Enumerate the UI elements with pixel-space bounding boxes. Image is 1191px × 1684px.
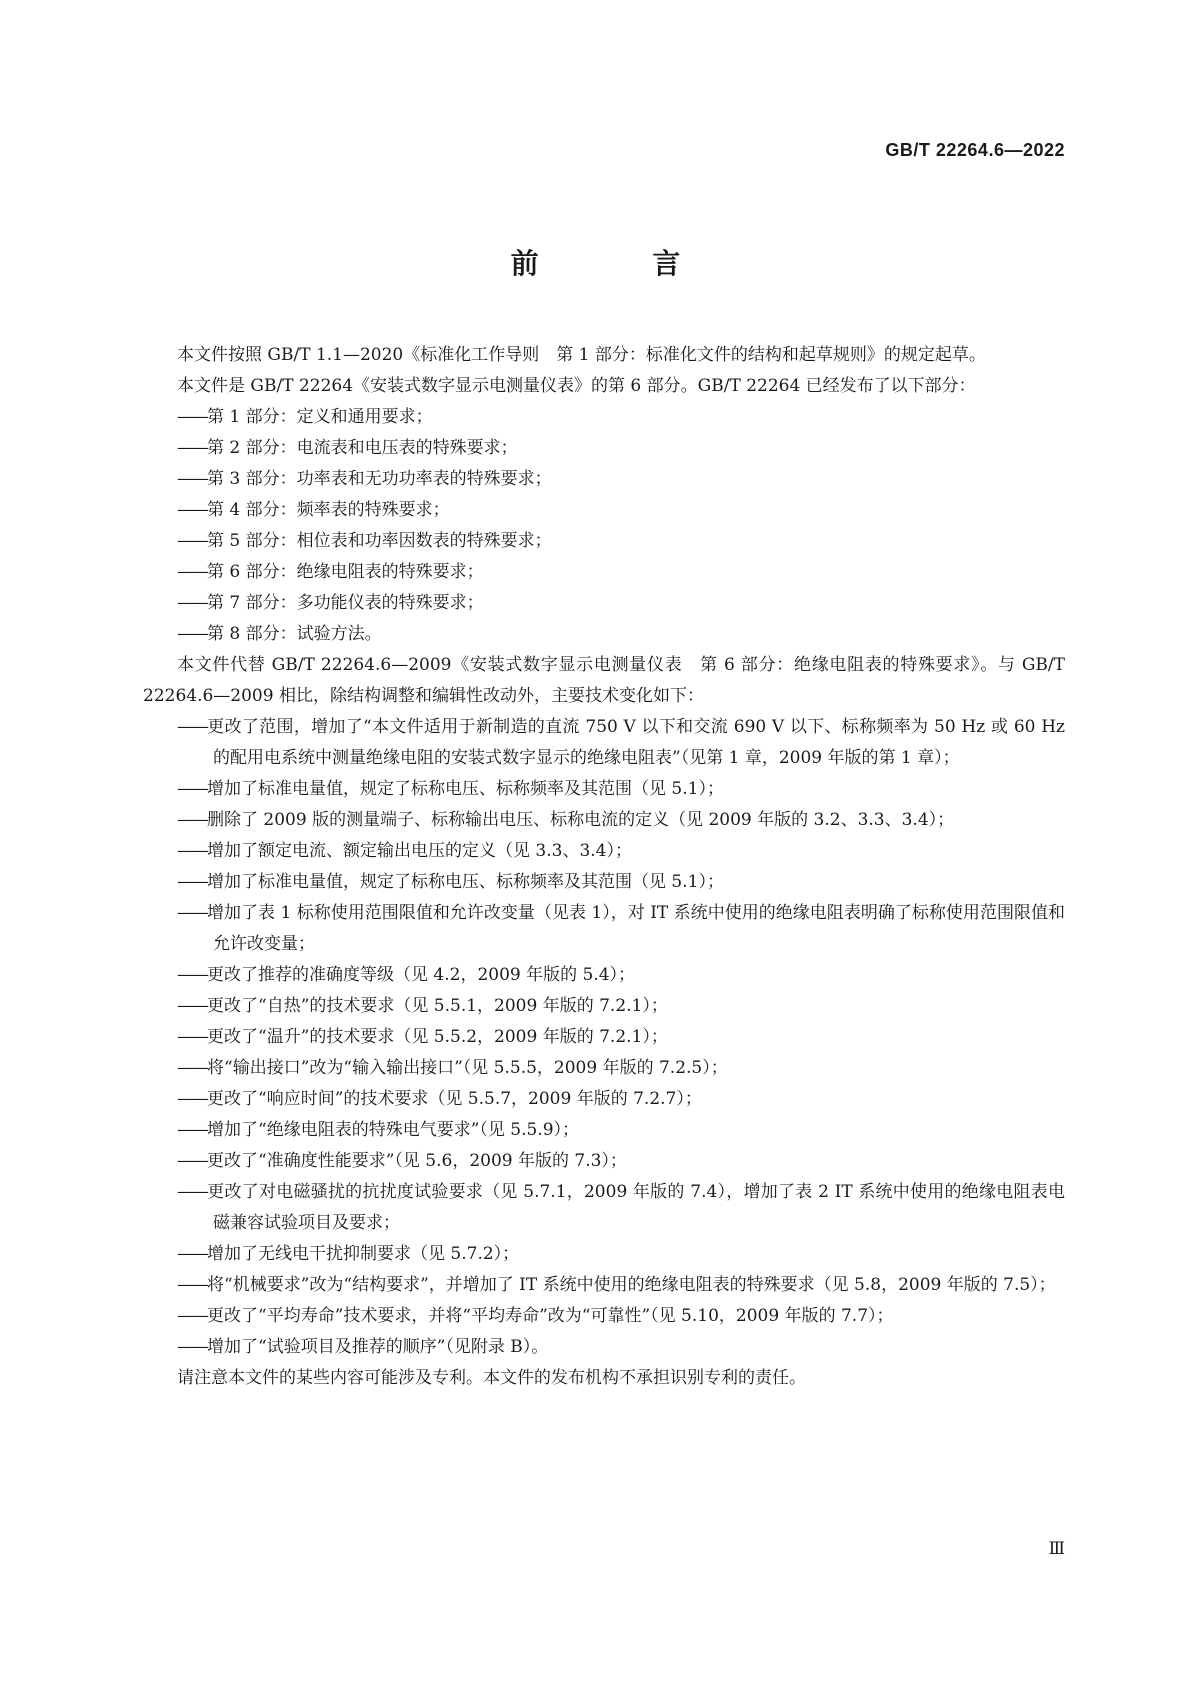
patent-notice: 请注意本文件的某些内容可能涉及专利。本文件的发布机构不承担识别专利的责任。: [177, 1368, 806, 1388]
list-item: —— 第 4 部分：频率表的特殊要求；: [143, 495, 1065, 526]
list-item: —— 增加了标准电量值，规定了标称电压、标称频率及其范围（见 5.1）；: [143, 867, 1065, 898]
list-item: —— 第 8 部分：试验方法。: [143, 619, 1065, 650]
list-item: —— 更改了“平均寿命”技术要求，并将“平均寿命”改为“可靠性”（见 5.10，2009 年版的 7.7）；: [143, 1301, 1065, 1332]
list-item: —— 更改了“自热”的技术要求（见 5.5.1，2009 年版的 7.2.1）；: [143, 991, 1065, 1022]
list-item: —— 第 5 部分：相位表和功率因数表的特殊要求；: [143, 526, 1065, 557]
list-item: —— 增加了标准电量值，规定了标称电压、标称频率及其范围（见 5.1）；: [143, 774, 1065, 805]
list-item: —— 更改了“响应时间”的技术要求（见 5.5.7，2009 年版的 7.2.7）；: [143, 1084, 1065, 1115]
list-item: —— 增加了额定电流、额定输出电压的定义（见 3.3、3.4）；: [143, 836, 1065, 867]
list-item: —— 第 3 部分：功率表和无功功率表的特殊要求；: [143, 464, 1065, 495]
list-item: —— 更改了对电磁骚扰的抗扰度试验要求（见 5.7.1，2009 年版的 7.4），增加了表 2 IT 系统中使用的绝缘电阻表电磁兼容试验项目及要求；: [143, 1177, 1065, 1239]
list-item: —— 更改了范围，增加了“本文件适用于新制造的直流 750 V 以下和交流 690 V 以下、标称频率为 50 Hz 或 60 Hz 的配用电系统中测量绝缘电阻的安装式数字显示的绝缘电阻表”（见第 1 章，2009 年版的第 1 章）；: [143, 712, 1065, 774]
page-title: 前 言: [510, 247, 733, 280]
list-item: —— 增加了表 1 标称使用范围限值和允许改变量（见表 1），对 IT 系统中使用的绝缘电阻表明确了标称使用范围限值和允许改变量；: [143, 898, 1065, 960]
changes-list: [143, 712, 1065, 1363]
list-item: —— 第 2 部分：电流表和电压表的特殊要求；: [143, 433, 1065, 464]
list-item: —— 更改了推荐的准确度等级（见 4.2，2009 年版的 5.4）；: [143, 960, 1065, 991]
list-item: —— 删除了 2009 版的测量端子、标称输出电压、标称电流的定义（见 2009 年版的 3.2、3.3、3.4）；: [143, 805, 1065, 836]
intro-paragraph-1: 本文件按照 GB/T 1.1—2020《标准化工作导则 第 1 部分：标准化文件的结构和起草规则》的规定起草。: [177, 345, 986, 365]
list-item: —— 增加了“试验项目及推荐的顺序”（见附录 B）。: [143, 1332, 1065, 1363]
list-item: —— 增加了“绝缘电阻表的特殊电气要求”（见 5.5.9）；: [143, 1115, 1065, 1146]
list-item: —— 第 6 部分：绝缘电阻表的特殊要求；: [143, 557, 1065, 588]
list-item: —— 更改了“准确度性能要求”（见 5.6，2009 年版的 7.3）；: [143, 1146, 1065, 1177]
list-item: —— 第 1 部分：定义和通用要求；: [143, 402, 1065, 433]
list-item: —— 增加了无线电干扰抑制要求（见 5.7.2）；: [143, 1239, 1065, 1270]
list-item: —— 将“机械要求”改为“结构要求”，并增加了 IT 系统中使用的绝缘电阻表的特殊要求（见 5.8，2009 年版的 7.5）；: [143, 1270, 1065, 1301]
list-item: —— 更改了“温升”的技术要求（见 5.5.2，2009 年版的 7.2.1）；: [143, 1022, 1065, 1053]
list-item: —— 将“输出接口”改为“输入输出接口”（见 5.5.5，2009 年版的 7.2.5）；: [143, 1053, 1065, 1084]
parts-list: [143, 402, 1065, 650]
standard-code: GB/T 22264.6—2022: [885, 140, 1065, 160]
preface-body: [143, 340, 1065, 1394]
page-number: Ⅲ: [1048, 1539, 1065, 1559]
intro-paragraph-2: 本文件是 GB/T 22264《安装式数字显示电测量仪表》的第 6 部分。GB/T 22264 已经发布了以下部分：: [177, 376, 976, 396]
list-item: —— 第 7 部分：多功能仪表的特殊要求；: [143, 588, 1065, 619]
replace-paragraph: 本文件代替 GB/T 22264.6—2009《安装式数字显示电测量仪表 第 6 部分：绝缘电阻表的特殊要求》。与 GB/T 22264.6—2009 相比，除结构调整和编辑性改动外，主要技术变化如下：: [143, 655, 1065, 706]
